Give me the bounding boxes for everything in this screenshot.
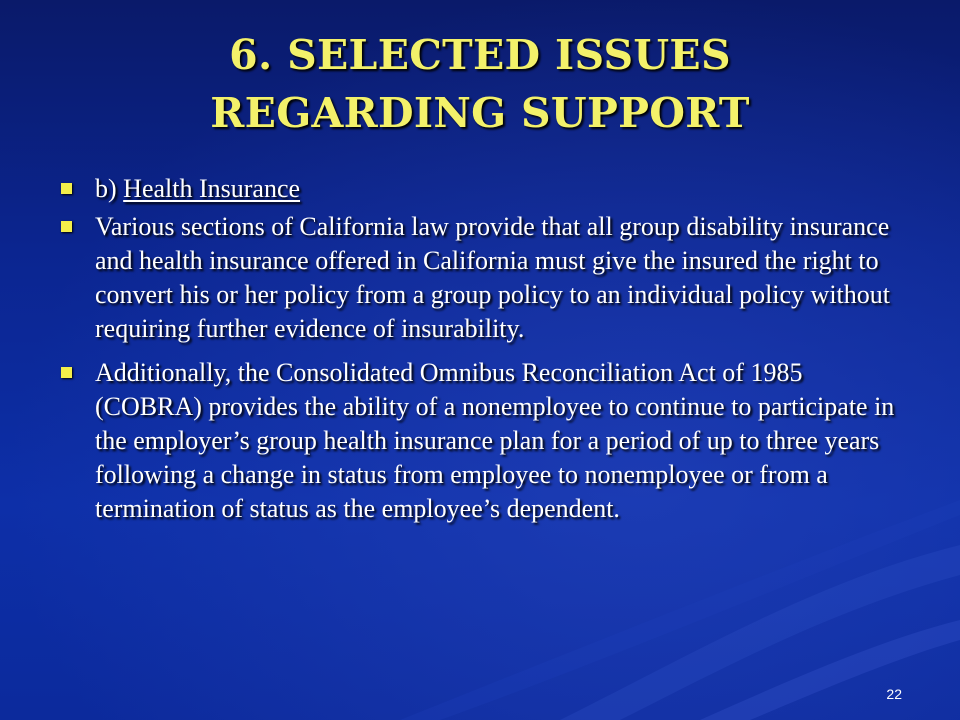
bullet-text: Additionally, the Consolidated Omnibus Reconciliation Act of 1985 (COBRA) provides the ability of a nonemployee to continue to participate in the employer’s group health insurance plan for a period of up to three years following a change in status from employee to nonemployee or from a termination of status as the employee’s dependent.: [95, 358, 895, 523]
square-bullet-icon: [61, 221, 72, 232]
bullet-text: Various sections of California law provide that all group disability insurance and health insurance offered in California must give the insured the right to convert his or her policy from a group policy to an individual policy without requiring further evidence of insurability.: [95, 212, 891, 343]
bullet-item-health-insurance: [60, 172, 910, 206]
square-bullet-icon: [61, 183, 72, 194]
slide-title-line2: REGARDING SUPPORT: [210, 89, 750, 137]
bullet-item-cobra: [60, 356, 910, 526]
square-bullet-icon: [61, 367, 72, 378]
bullet-heading-health-insurance: Health Insurance: [123, 174, 301, 203]
slide-title: [60, 26, 900, 142]
slide-title-line1: 6. SELECTED ISSUES: [229, 31, 731, 79]
bullet-item-california-law: [60, 210, 910, 346]
bullet-list: [60, 172, 910, 536]
page-number: 22: [886, 686, 902, 702]
bullet-prefix: b): [95, 174, 124, 203]
